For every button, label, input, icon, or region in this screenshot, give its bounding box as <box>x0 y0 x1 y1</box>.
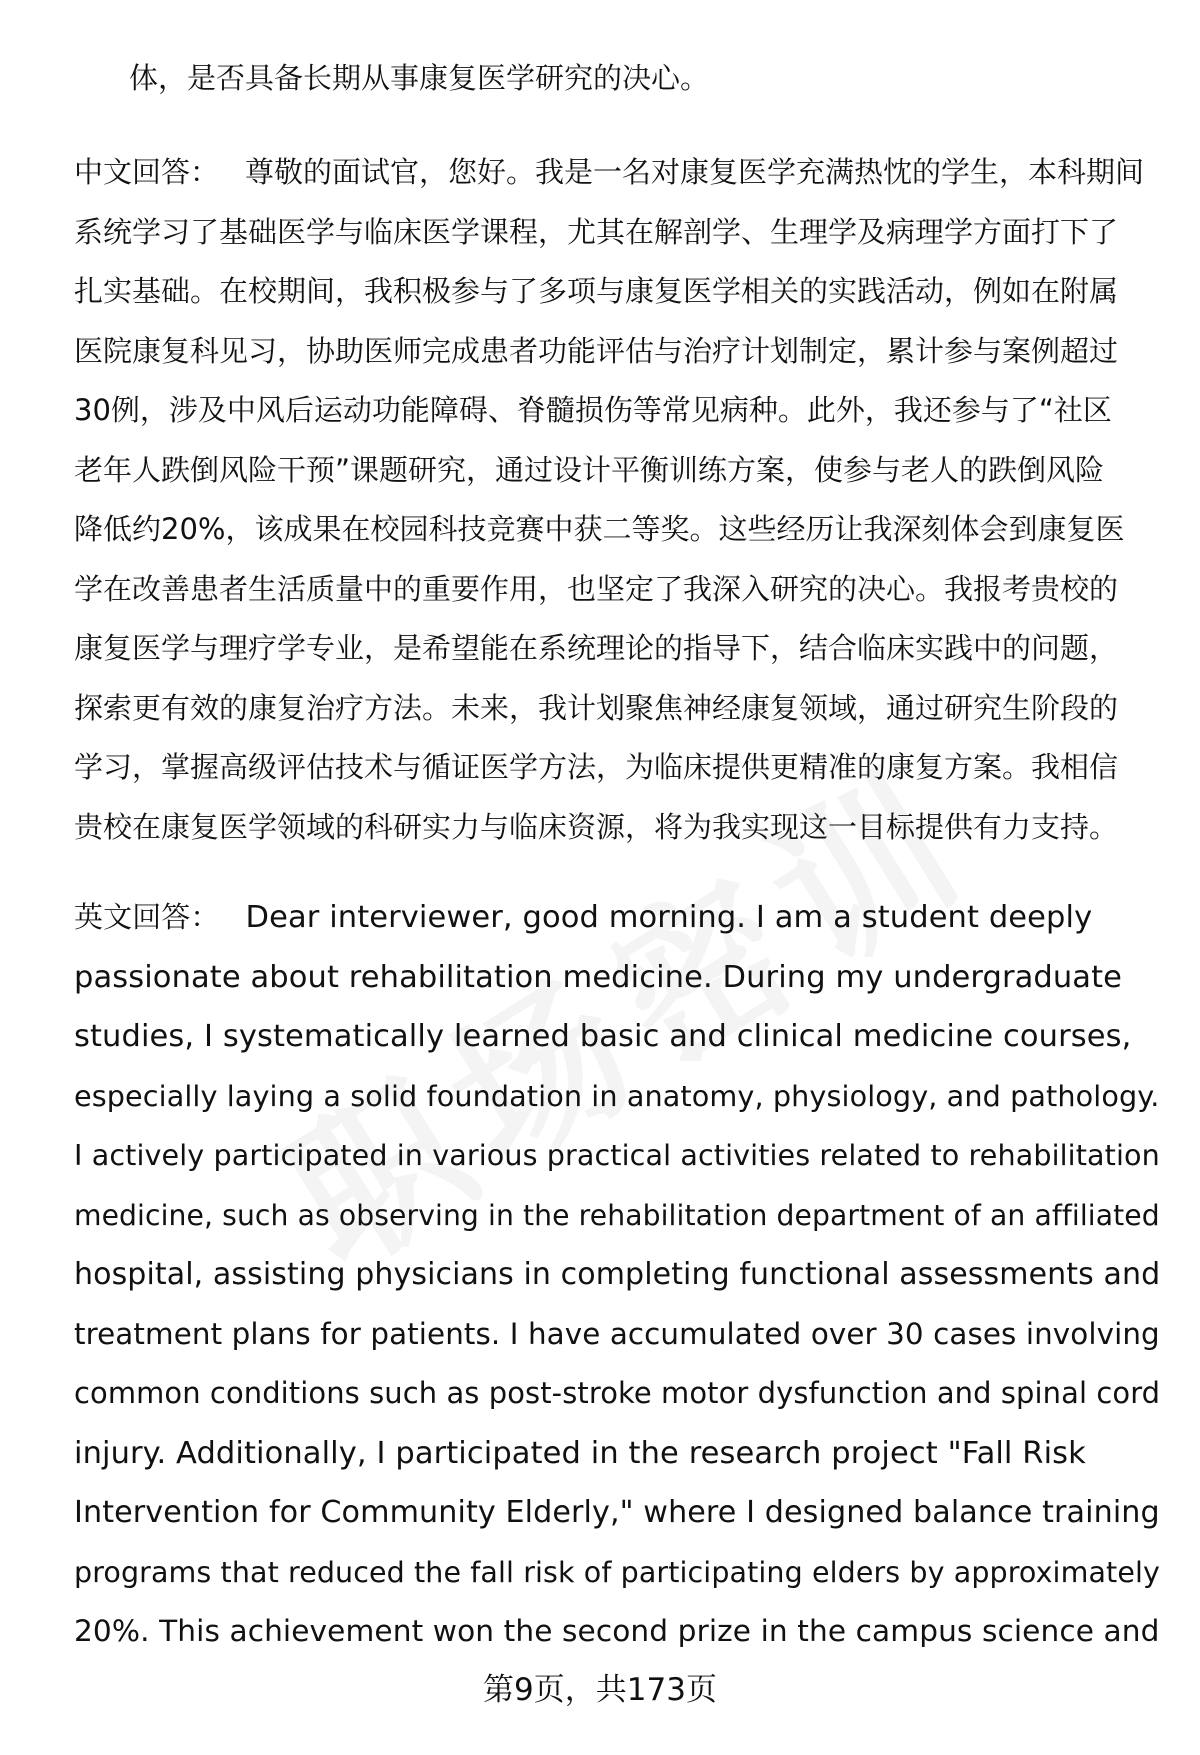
answer-line: medicine, such as observing in the rehabilitation department of an affiliated <box>74 1198 1160 1232</box>
answer-line: studies, I systematically learned basic and clinical medicine courses, <box>74 1019 1132 1054</box>
english-answer-label: 英文回答： <box>74 900 220 934</box>
answer-line: 中文回答： 尊敬的面试官，您好。我是一名对康复医学充满热忱的学生，本科期间 <box>74 155 1145 189</box>
answer-line: 学习，掌握高级评估技术与循证医学方法，为临床提供更精准的康复方案。我相信 <box>74 750 1119 784</box>
answer-line: programs that reduced the fall risk of participating elders by approximately <box>74 1555 1160 1589</box>
answer-line: common conditions such as post-stroke motor dysfunction and spinal cord <box>74 1376 1161 1410</box>
answer-line: 学在改善患者生活质量中的重要作用，也坚定了我深入研究的决心。我报考贵校的 <box>74 571 1119 606</box>
english-answer <box>74 888 1160 1662</box>
answer-line: treatment plans for patients. I have accumulated over 30 cases involving <box>74 1316 1160 1351</box>
answer-line: 英文回答： Dear interviewer, good morning. I am a student deeply <box>74 900 1093 935</box>
answer-line: injury. Additionally, I participated in the research project "Fall Risk <box>74 1435 1086 1471</box>
answer-line: 老年人跌倒风险干预”课题研究，通过设计平衡训练方案，使参与老人的跌倒风险 <box>74 452 1105 487</box>
page-number: 第9页，共173页 <box>483 1672 717 1708</box>
answer-line: 康复医学与理疗学专业，是希望能在系统理论的指导下，结合临床实践中的问题， <box>74 631 1119 665</box>
continued-question-text: 体，是否具备长期从事康复医学研究的决心。 <box>129 61 710 95</box>
answer-line: Intervention for Community Elderly," where I designed balance training <box>74 1495 1160 1530</box>
answer-line: 30例，涉及中风后运动功能障碍、脊髓损伤等常见病种。此外，我还参与了“社区 <box>74 393 1112 427</box>
chinese-answer-label: 中文回答： <box>74 155 220 189</box>
answer-line: 20%. This achievement won the second prize in the campus science and <box>74 1614 1160 1648</box>
answer-line: 扎实基础。在校期间，我积极参与了多项与康复医学相关的实践活动，例如在附属 <box>74 274 1119 308</box>
answer-line: 医院康复科见习，协助医师完成患者功能评估与治疗计划制定，累计参与案例超过 <box>74 333 1119 368</box>
answer-line: 贵校在康复医学领域的科研实力与临床资源，将为我实现这一目标提供有力支持。 <box>74 809 1119 844</box>
chinese-answer <box>74 143 1160 857</box>
answer-line: 系统学习了基础医学与临床医学课程，尤其在解剖学、生理学及病理学方面打下了 <box>74 214 1119 249</box>
answer-line: passionate about rehabilitation medicine. During my undergraduate <box>74 959 1122 995</box>
answer-line: 降低约20%，该成果在校园科技竞赛中获二等奖。这些经历让我深刻体会到康复医 <box>74 512 1125 546</box>
answer-line: hospital, assisting physicians in completing functional assessments and <box>74 1257 1161 1292</box>
answer-line: especially laying a solid foundation in anatomy, physiology, and pathology. <box>74 1078 1160 1113</box>
answer-line: 探索更有效的康复治疗方法。未来，我计划聚焦神经康复领域，通过研究生阶段的 <box>74 690 1119 725</box>
answer-line: I actively participated in various practical activities related to rehabilitation <box>74 1138 1160 1172</box>
